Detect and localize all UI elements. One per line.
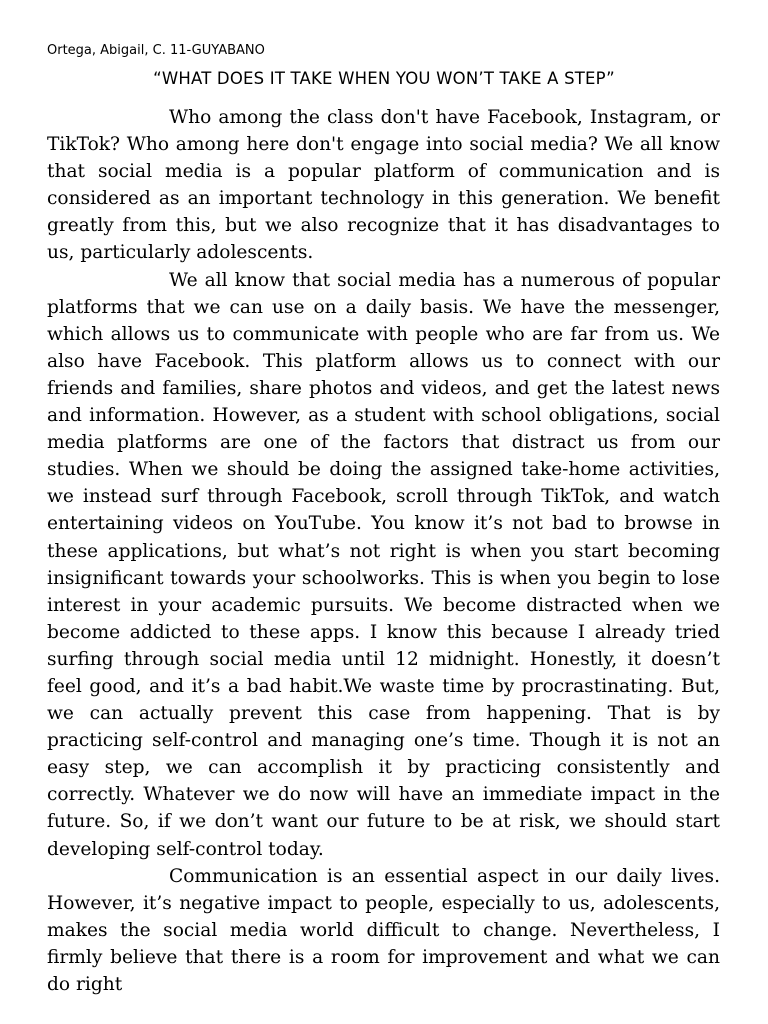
paragraph-2: We all know that social media has a numerous of popular platforms that we can use on a daily basis. We have the messenger, which allows us to communicate with people who are far from us. We also have Facebook. This platform allows us to connect with our friends and families, share photos and videos, and get the latest news and information. However, as a student with school obligations, social media platforms are one of the factors that distract us from our studies. When we should be doing the assigned take-home activities, we instead surf through Facebook, scroll through TikTok, and watch entertaining videos on YouTube. You know it’s not bad to browse in these applications, but what’s not right is when you start becoming insignificant towards your schoolworks. This is when you begin to lose interest in your academic pursuits. We become distracted when we become addicted to these apps. I know this because I already tried surfing through social media until 12 midnight. Honestly, it doesn’t feel good, and it’s a bad habit.We waste time by procrastinating. But, we can actually prevent this case from happening. That is by practicing self-control and managing one’s time. Though it is not an easy step, we can accomplish it by practicing consistently and correctly. Whatever we do now will have an immediate impact in the future. So, if we don’t want our future to be at risk, we should start developing self-control today. [47,269,720,860]
paragraph-3: Communication is an essential aspect in our daily lives. However, it’s negative impact to people, especially to us, adolescents, makes the social media world difficult to change. Nevertheless, I firmly believe that there is a room for improvement and what we can do right [47,865,720,995]
essay-body [47,104,720,998]
essay-title: “WHAT DOES IT TAKE WHEN YOU WON’T TAKE A STEP” [153,69,615,88]
paragraph-1: Who among the class don't have Facebook, Instagram, or TikTok? Who among here don't engage into social media? We all know that social media is a popular platform of communication and is considered as an important technology in this generation. We benefit greatly from this, but we also recognize that it has disadvantages to us, particularly adolescents. [47,107,720,264]
author-line: Ortega, Abigail, C. 11-GUYABANO [47,43,265,58]
